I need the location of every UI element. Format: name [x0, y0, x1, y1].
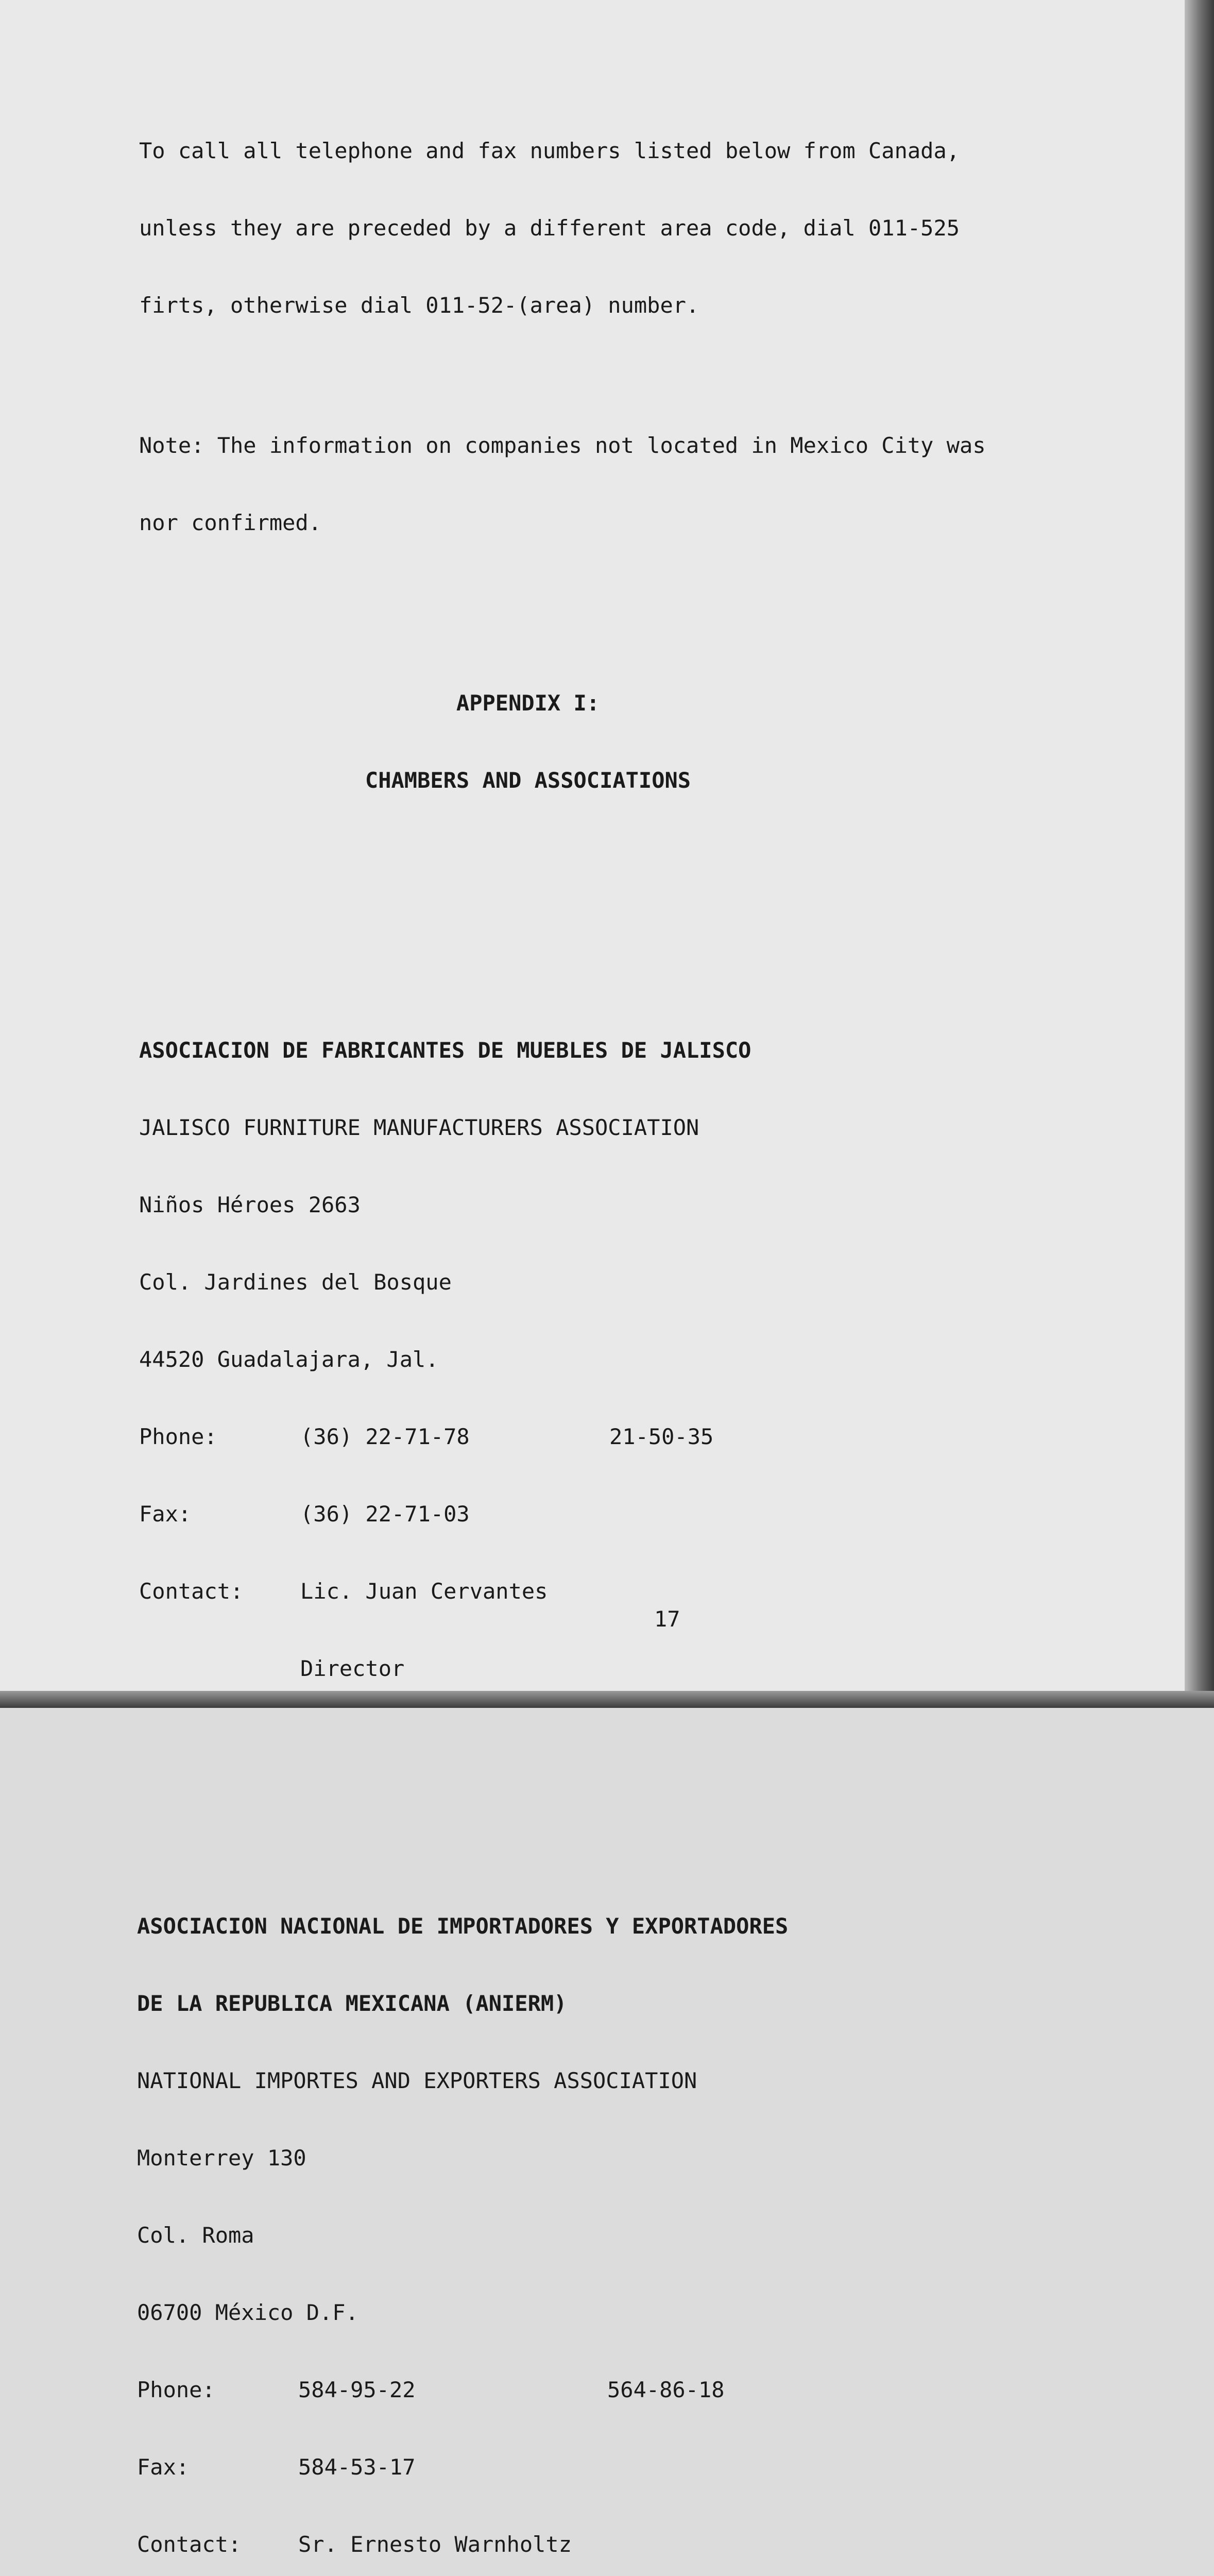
- phone-label: Phone:: [139, 1424, 217, 1449]
- contact-row: [137, 2532, 1195, 2557]
- binding-edge: [1185, 0, 1214, 1708]
- fax-row: [137, 2454, 1195, 2480]
- phone-number: 584-95-22: [298, 2377, 416, 2402]
- phone-number-alt: 21-50-35: [609, 1424, 714, 1449]
- contact-label: Contact:: [137, 2532, 242, 2557]
- fax-row: [139, 1501, 1195, 1527]
- address-line: Col. Roma: [137, 2223, 254, 2248]
- intro-line: To call all telephone and fax numbers listed below from Canada,: [139, 138, 960, 163]
- contact-title-row: [139, 1656, 1195, 1682]
- contact-title: Director: [300, 1656, 405, 1681]
- phone-number-alt: 564-86-18: [607, 2377, 725, 2402]
- address-line: Niños Héroes 2663: [139, 1192, 361, 1217]
- page-number: 17: [654, 1606, 680, 1632]
- intro-line: unless they are preceded by a different area code, dial 011-525: [139, 215, 960, 241]
- appendix-subtitle: CHAMBERS AND ASSOCIATIONS: [365, 768, 691, 793]
- fax-label: Fax:: [137, 2454, 190, 2480]
- association-name: ASOCIACION DE FABRICANTES DE MUEBLES DE JALISCO: [139, 1038, 751, 1063]
- note-line: Note: The information on companies not located in Mexico City was: [139, 433, 986, 458]
- contact-name: Lic. Juan Cervantes: [300, 1579, 548, 1604]
- association-english-name: NATIONAL IMPORTES AND EXPORTERS ASSOCIATION: [137, 2068, 697, 2093]
- phone-row: [137, 2377, 1195, 2403]
- phone-label: Phone:: [137, 2377, 215, 2402]
- scan-bottom-edge: [0, 1691, 1214, 1708]
- address-line: 06700 México D.F.: [137, 2300, 358, 2325]
- phone-number: (36) 22-71-78: [300, 1424, 470, 1449]
- note-line: nor confirmed.: [139, 510, 322, 535]
- contact-name: Sr. Ernesto Warnholtz: [298, 2532, 572, 2557]
- contact-row: [139, 1579, 1195, 1604]
- fax-label: Fax:: [139, 1501, 192, 1527]
- fax-number: (36) 22-71-03: [300, 1501, 470, 1527]
- intro-line: firts, otherwise dial 011-52-(area) number.: [139, 293, 699, 318]
- appendix-title: APPENDIX I:: [456, 690, 600, 716]
- association-english-name: JALISCO FURNITURE MANUFACTURERS ASSOCIATION: [139, 1115, 699, 1140]
- association-name: ASOCIACION NACIONAL DE IMPORTADORES Y EXPORTADORES: [137, 1913, 789, 1939]
- address-line: Monterrey 130: [137, 2145, 306, 2171]
- contact-label: Contact:: [139, 1579, 244, 1604]
- association-name: DE LA REPUBLICA MEXICANA (ANIERM): [137, 1991, 567, 2016]
- phone-row: [139, 1424, 1195, 1450]
- address-line: 44520 Guadalajara, Jal.: [139, 1347, 439, 1372]
- fax-number: 584-53-17: [298, 2454, 416, 2480]
- page-content: [139, 87, 1195, 2576]
- association-entry: [137, 1862, 1195, 2576]
- address-line: Col. Jardines del Bosque: [139, 1269, 452, 1295]
